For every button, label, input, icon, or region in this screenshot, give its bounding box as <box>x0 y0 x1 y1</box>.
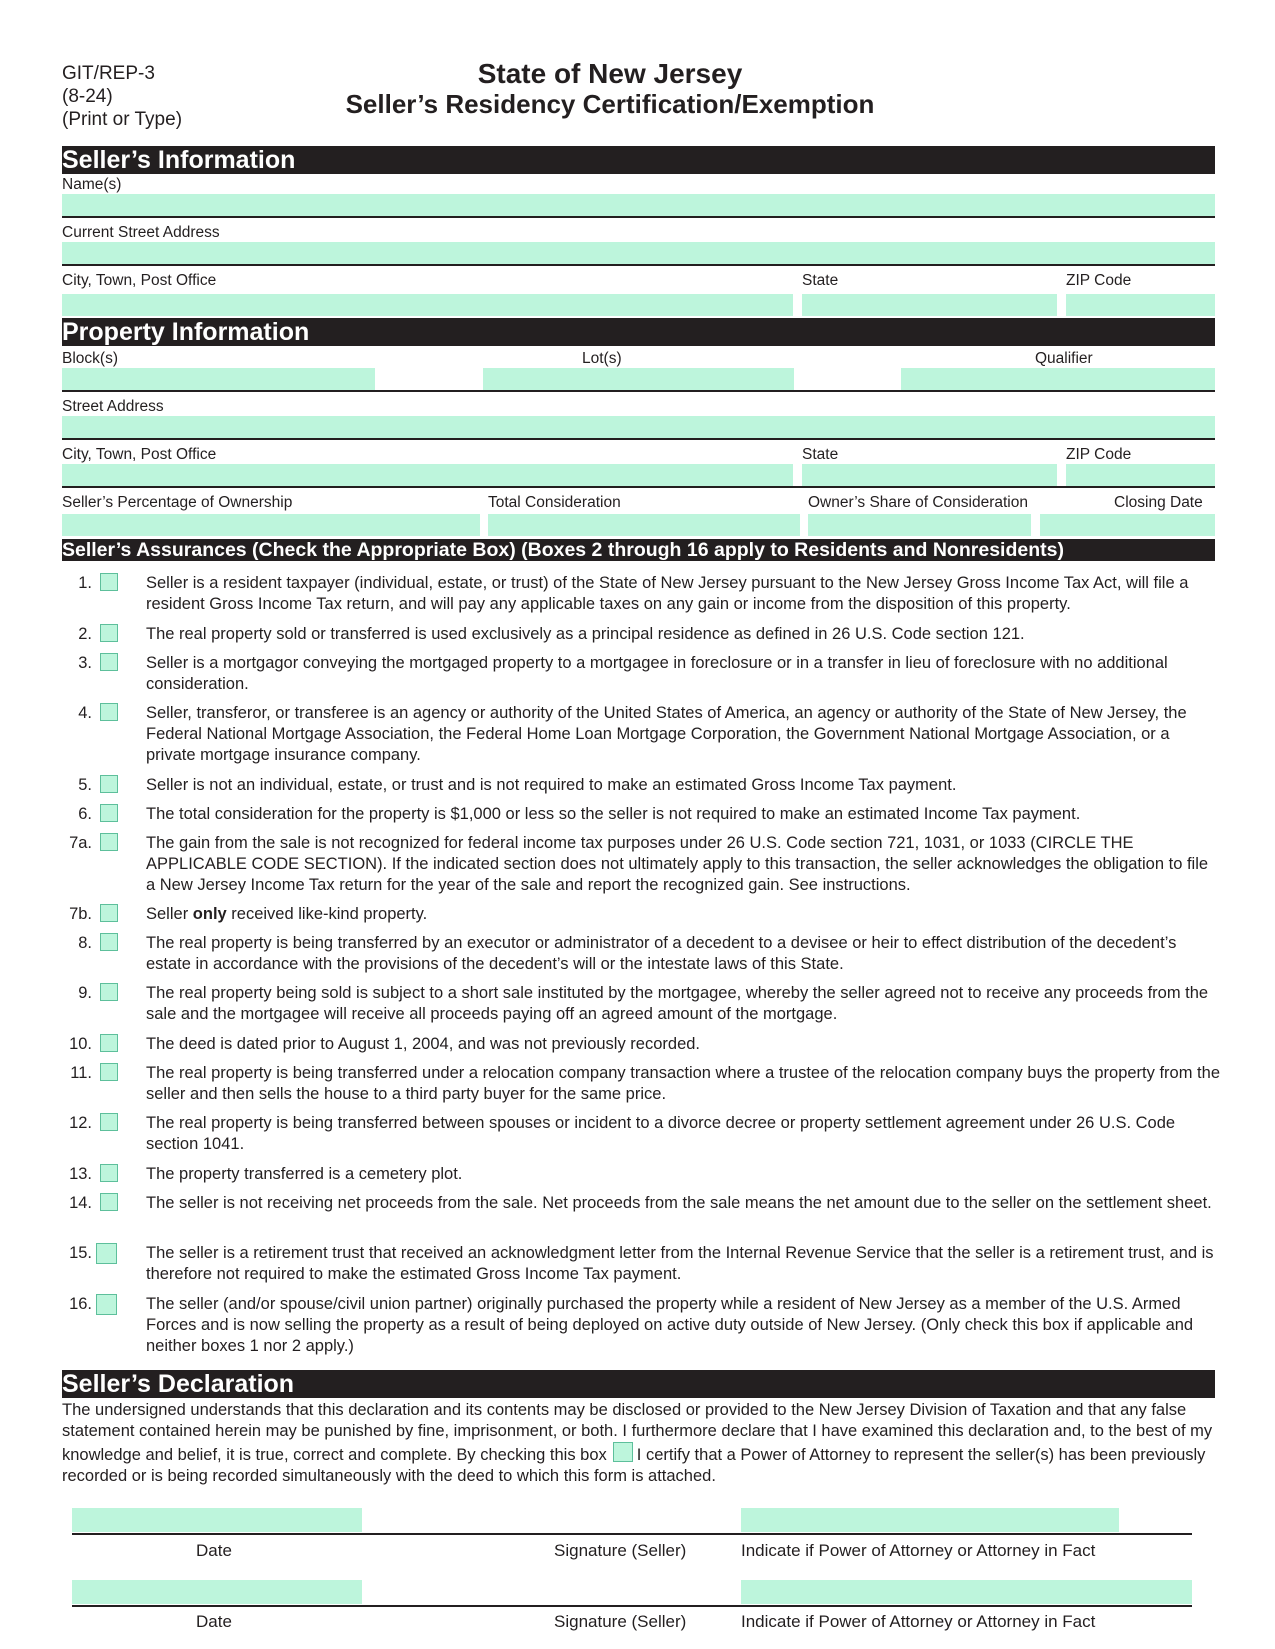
assurance-checkbox-7a[interactable] <box>100 833 118 851</box>
item-text: Seller, transferor, or transferee is an agency or authority of the United States of America, an agency or authority of the State of New Jersey, the Federal National Mortgage Association, the Federal Home Loan Mortgage Corporation, the Government National Mortgage Association, or a private mortgage insurance company. <box>146 704 1187 764</box>
divider <box>62 264 1215 266</box>
qualifier-label: Qualifier <box>1035 350 1093 367</box>
form-title: State of New Jersey <box>477 58 743 89</box>
form-code: GIT/REP-3 <box>62 63 155 84</box>
signature-line-1 <box>72 1533 1192 1535</box>
seller-city-label: City, Town, Post Office <box>62 272 217 289</box>
seller-names-field[interactable] <box>62 194 1215 216</box>
date-field-1[interactable] <box>72 1508 362 1532</box>
sellers-assurances-heading: Seller’s Assurances (Check the Appropriate Box) (Boxes 2 through 16 apply to Residents and Nonresidents) <box>62 539 1215 561</box>
form-identifier <box>62 62 182 131</box>
seller-city-field[interactable] <box>62 294 793 316</box>
power-of-attorney-checkbox[interactable] <box>613 1442 633 1462</box>
item-text: The deed is dated prior to August 1, 2004, and was not previously recorded. <box>146 1035 701 1053</box>
item-number: 6. <box>78 805 92 823</box>
item-number: 5. <box>78 776 92 794</box>
assurance-checkbox-2[interactable] <box>100 624 118 642</box>
item-number: 3. <box>78 654 92 672</box>
property-street-field[interactable] <box>62 416 1215 438</box>
names-label: Name(s) <box>62 176 122 193</box>
item-number: 10. <box>69 1035 92 1053</box>
power-of-attorney-field-2[interactable] <box>741 1580 1192 1604</box>
owner-share-field[interactable] <box>808 514 1031 536</box>
total-consideration-label: Total Consideration <box>488 494 621 511</box>
ownership-percentage-field[interactable] <box>62 514 480 536</box>
owner-share-label: Owner’s Share of Consideration <box>808 494 1028 511</box>
item-text: The real property sold or transferred is used exclusively as a principal residence as defined in 26 U.S. Code section 121. <box>146 625 1025 643</box>
signature-label-1: Signature (Seller) <box>554 1541 687 1560</box>
item-text: The total consideration for the property is $1,000 or less so the seller is not required to make an estimated Income Tax payment. <box>146 805 1081 823</box>
item-text: Seller is a mortgagor conveying the mortgaged property to a mortgagee in foreclosure or in a transfer in lieu of foreclosure with no additional consideration. <box>146 654 1168 693</box>
item-number: 8. <box>78 934 92 952</box>
declaration-text-before: The undersigned understands that this declaration and its contents may be disclosed or provided to the New Jersey Division of Taxation and that any false statement contained herein may be punished by fine, imprisonment, or both. I furthermore declare that I have examined this declaration and, to the best of my knowledge and belief, it is true, correct and complete. By checking this box <box>62 1401 1213 1464</box>
date-label-1: Date <box>196 1541 232 1560</box>
divider <box>62 390 1215 392</box>
seller-zip-label: ZIP Code <box>1066 272 1132 289</box>
property-information-heading: Property Information <box>62 318 1215 346</box>
divider <box>62 438 1215 440</box>
property-street-label: Street Address <box>62 398 164 415</box>
item-number: 2. <box>78 625 92 643</box>
lot-label: Lot(s) <box>582 350 622 367</box>
sellers-information-heading: Seller’s Information <box>62 146 1215 174</box>
block-label: Block(s) <box>62 350 118 367</box>
assurance-checkbox-9[interactable] <box>100 983 118 1001</box>
declaration-text <box>62 1400 1215 1487</box>
closing-date-label: Closing Date <box>1114 494 1203 511</box>
signature-label-2: Signature (Seller) <box>554 1612 687 1631</box>
assurance-checkbox-14[interactable] <box>100 1193 118 1211</box>
item-text: The real property is being transferred under a relocation company transaction where a trustee of the relocation company buys the property from the seller and then sells the house to a third party buyer for the same price. <box>146 1064 1220 1103</box>
item-text: The seller is a retirement trust that received an acknowledgment letter from the Internal Revenue Service that the seller is a retirement trust, and is therefore not required to make the estimated Gross Income Tax payment. <box>146 1244 1214 1283</box>
qualifier-field[interactable] <box>901 368 1215 390</box>
declaration-text-after: I certify that a Power of Attorney to represent the seller(s) has been previously recorded or is being recorded simultaneously with the deed to which this form is attached. <box>62 1446 1206 1485</box>
form-title-block <box>260 58 960 119</box>
item-text: The gain from the sale is not recognized for federal income tax purposes under 26 U.S. Code section 721, 1031, or 1033 (CIRCLE THE APPLICABLE CODE SECTION). If the indicated section does not ultimately apply to this transaction, the seller acknowledges the obligation to file a New Jersey Income Tax return for the year of the sale and report the recognized gain. See instructions. <box>146 834 1209 894</box>
item-number: 9. <box>78 984 92 1002</box>
item-number: 7a. <box>69 834 92 852</box>
date-field-2[interactable] <box>72 1580 362 1604</box>
item-number: 13. <box>69 1165 92 1183</box>
date-label-2: Date <box>196 1612 232 1631</box>
item-text: The property transferred is a cemetery plot. <box>146 1165 463 1183</box>
item-text <box>146 904 1221 925</box>
property-zip-field[interactable] <box>1066 464 1215 486</box>
property-state-field[interactable] <box>802 464 1057 486</box>
seller-state-field[interactable] <box>802 294 1057 316</box>
assurance-checkbox-15[interactable] <box>96 1243 117 1264</box>
block-field[interactable] <box>62 368 375 390</box>
assurance-checkbox-10[interactable] <box>100 1034 118 1052</box>
assurance-checkbox-11[interactable] <box>100 1063 118 1081</box>
assurance-checkbox-5[interactable] <box>100 775 118 793</box>
item-text: Seller is not an individual, estate, or trust and is not required to make an estimated Gross Income Tax payment. <box>146 776 957 794</box>
assurance-checkbox-12[interactable] <box>100 1113 118 1131</box>
signature-line-2 <box>72 1605 1192 1607</box>
item-number: 12. <box>69 1114 92 1132</box>
power-of-attorney-field-1[interactable] <box>741 1508 1119 1532</box>
item-number: 1. <box>78 574 92 592</box>
divider <box>62 486 1215 488</box>
seller-state-label: State <box>802 272 839 289</box>
item-number: 4. <box>78 704 92 722</box>
item-text-post: received like-kind property. <box>226 905 428 923</box>
sellers-declaration-heading: Seller’s Declaration <box>62 1370 1215 1398</box>
assurance-checkbox-16[interactable] <box>96 1294 117 1315</box>
assurance-checkbox-3[interactable] <box>100 653 118 671</box>
assurance-checkbox-6[interactable] <box>100 804 118 822</box>
assurance-checkbox-4[interactable] <box>100 703 118 721</box>
item-number: 15. <box>69 1244 92 1262</box>
item-text: Seller is a resident taxpayer (individual, estate, or trust) of the State of New Jersey pursuant to the New Jersey Gross Income Tax Act, will file a resident Gross Income Tax return, and will pay any applicable taxes on any gain or income from the disposition of this property. <box>146 574 1189 613</box>
assurance-checkbox-7b[interactable] <box>100 904 118 922</box>
seller-zip-field[interactable] <box>1066 294 1215 316</box>
form-subtitle: Seller’s Residency Certification/Exemption <box>345 89 875 119</box>
ownership-percentage-label: Seller’s Percentage of Ownership <box>62 494 293 511</box>
current-street-label: Current Street Address <box>62 224 220 241</box>
assurance-checkbox-13[interactable] <box>100 1164 118 1182</box>
item-number: 16. <box>69 1295 92 1313</box>
property-city-label: City, Town, Post Office <box>62 446 217 463</box>
item-number: 11. <box>70 1064 92 1082</box>
divider <box>62 216 1215 218</box>
item-number: 14. <box>69 1194 92 1212</box>
form-revision: (8-24) <box>62 86 113 107</box>
item-text: The real property is being transferred between spouses or incident to a divorce decree or property settlement agreement under 26 U.S. Code section 1041. <box>146 1114 1176 1153</box>
property-state-label: State <box>802 446 839 463</box>
item-text-pre: Seller <box>146 905 193 923</box>
print-note: (Print or Type) <box>62 109 183 130</box>
power-of-attorney-label-2: Indicate if Power of Attorney or Attorney in Fact <box>741 1612 1096 1631</box>
lot-field[interactable] <box>483 368 794 390</box>
seller-street-field[interactable] <box>62 242 1215 264</box>
power-of-attorney-label-1: Indicate if Power of Attorney or Attorney in Fact <box>741 1541 1096 1560</box>
item-number: 7b. <box>69 905 92 923</box>
property-city-field[interactable] <box>62 464 793 486</box>
item-text: The real property is being transferred by an executor or administrator of a decedent to a devisee or heir to effect distribution of the decedent’s estate in accordance with the provisions of the decedent’s will or the intestate laws of this State. <box>146 934 1177 973</box>
item-text-emphasis: only <box>192 905 227 923</box>
assurance-checkbox-8[interactable] <box>100 933 118 951</box>
closing-date-field[interactable] <box>1040 514 1215 536</box>
assurance-checkbox-1[interactable] <box>100 573 118 591</box>
property-zip-label: ZIP Code <box>1066 446 1132 463</box>
total-consideration-field[interactable] <box>488 514 800 536</box>
item-text: The seller is not receiving net proceeds from the sale. Net proceeds from the sale means the net amount due to the seller on the settlement sheet. <box>146 1194 1212 1212</box>
item-text: The seller (and/or spouse/civil union partner) originally purchased the property while a resident of New Jersey as a member of the U.S. Armed Forces and is now selling the property as a result of being deployed on active duty outside of New Jersey. (Only check this box if applicable and neither boxes 1 nor 2 apply.) <box>146 1295 1194 1355</box>
item-text: The real property being sold is subject to a short sale instituted by the mortgagee, whereby the seller agreed not to receive any proceeds from the sale and the mortgagee will receive all proceeds paying off an agreed amount of the mortgage. <box>146 984 1209 1023</box>
